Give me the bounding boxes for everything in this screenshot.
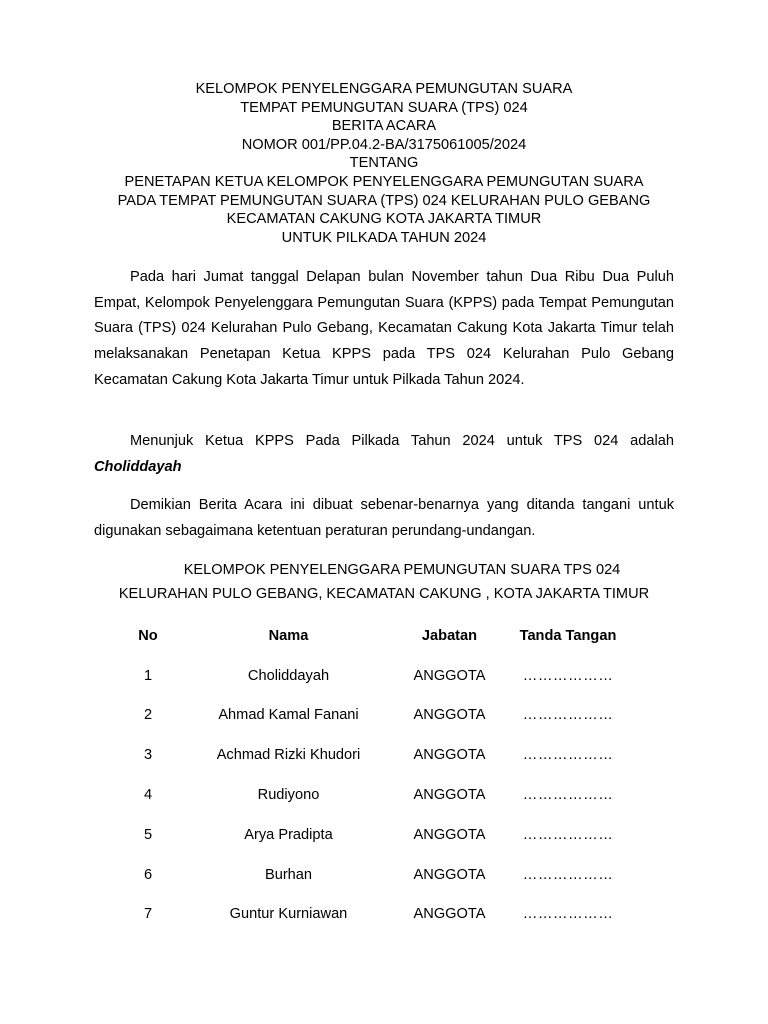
paragraph-appointment xyxy=(94,429,674,455)
table-row xyxy=(110,775,628,815)
paragraph-closing-text: Demikian Berita Acara ini dibuat sebenar-benarnya yang ditanda tangani untuk digunakan sebagaimana ketentuan peraturan perundang-undangan. xyxy=(94,497,674,539)
cell-no: 2 xyxy=(143,707,153,724)
cell-signature-line: ……………… xyxy=(522,787,614,804)
cell-nama: Burhan xyxy=(264,866,313,883)
cell-jabatan: ANGGOTA xyxy=(413,866,486,883)
cell-no: 1 xyxy=(143,667,153,684)
header-line: PENETAPAN KETUA KELOMPOK PENYELENGGARA PEMUNGUTAN SUARA xyxy=(124,173,644,190)
cell-no: 3 xyxy=(143,747,153,764)
cell-signature-line: ……………… xyxy=(522,667,614,684)
ketua-name: Choliddayah xyxy=(94,459,182,475)
cell-signature-line: ……………… xyxy=(522,826,614,843)
header-line: UNTUK PILKADA TAHUN 2024 xyxy=(281,229,487,246)
cell-jabatan: ANGGOTA xyxy=(413,707,486,724)
table-row xyxy=(110,895,628,935)
cell-no: 7 xyxy=(143,906,153,923)
cell-nama: Rudiyono xyxy=(257,787,320,804)
cell-nama: Ahmad Kamal Fanani xyxy=(218,707,359,724)
header-line: TEMPAT PEMUNGUTAN SUARA (TPS) 024 xyxy=(240,99,528,116)
paragraph-opening-text: Pada hari Jumat tanggal Delapan bulan November tahun Dua Ribu Dua Puluh Empat, Kelompok Penyelenggara Pemungutan Suara (KPPS) pada Tempat Pemungutan Suara (TPS) 024 Kelurahan Pulo Gebang, Kecamatan Cakung Kota Jakarta Timur telah melaksanakan Penetapan Ketua KPPS pada TPS 024 Kelurahan Pulo Gebang Kecamatan Cakung Kota Jakarta Timur untuk Pilkada Tahun 2024. xyxy=(94,269,674,388)
table-header-row xyxy=(110,616,628,656)
table-row xyxy=(110,696,628,736)
column-header-no: No xyxy=(138,627,158,644)
cell-nama: Arya Pradipta xyxy=(244,826,333,843)
cell-no: 5 xyxy=(143,826,153,843)
paragraph-opening xyxy=(94,265,674,394)
column-header-tanda-tangan: Tanda Tangan xyxy=(519,627,617,644)
table-row xyxy=(110,656,628,696)
table-row xyxy=(110,735,628,775)
cell-jabatan: ANGGOTA xyxy=(413,747,486,764)
table-heading-line-2: KELURAHAN PULO GEBANG, KECAMATAN CAKUNG , KOTA JAKARTA TIMUR xyxy=(118,586,650,602)
header-line: BERITA ACARA xyxy=(331,118,437,135)
paragraph-closing xyxy=(94,493,674,544)
table-row xyxy=(110,855,628,895)
cell-signature-line: ……………… xyxy=(522,906,614,923)
cell-no: 4 xyxy=(143,787,153,804)
cell-nama: Choliddayah xyxy=(247,667,330,684)
paragraph-appointment-text: Menunjuk Ketua KPPS Pada Pilkada Tahun 2024 untuk TPS 024 adalah xyxy=(130,433,674,449)
table-heading-line-1: KELOMPOK PENYELENGGARA PEMUNGUTAN SUARA TPS 024 xyxy=(183,562,621,578)
cell-nama: Guntur Kurniawan xyxy=(229,906,348,923)
column-header-nama: Nama xyxy=(268,627,309,644)
members-table xyxy=(110,616,628,934)
cell-jabatan: ANGGOTA xyxy=(413,667,486,684)
cell-jabatan: ANGGOTA xyxy=(413,826,486,843)
cell-signature-line: ……………… xyxy=(522,707,614,724)
cell-nama: Achmad Rizki Khudori xyxy=(216,747,361,764)
column-header-jabatan: Jabatan xyxy=(421,627,478,644)
header-line: KECAMATAN CAKUNG KOTA JAKARTA TIMUR xyxy=(226,211,542,228)
cell-jabatan: ANGGOTA xyxy=(413,787,486,804)
cell-no: 6 xyxy=(143,866,153,883)
cell-signature-line: ……………… xyxy=(522,866,614,883)
document-header xyxy=(80,80,688,247)
cell-signature-line: ……………… xyxy=(522,747,614,764)
table-row xyxy=(110,815,628,855)
cell-jabatan: ANGGOTA xyxy=(413,906,486,923)
header-line: KELOMPOK PENYELENGGARA PEMUNGUTAN SUARA xyxy=(195,81,573,97)
header-line: TENTANG xyxy=(349,155,419,172)
header-line: PADA TEMPAT PEMUNGUTAN SUARA (TPS) 024 KELURAHAN PULO GEBANG xyxy=(117,192,651,209)
header-line: NOMOR 001/PP.04.2-BA/3175061005/2024 xyxy=(241,136,527,153)
